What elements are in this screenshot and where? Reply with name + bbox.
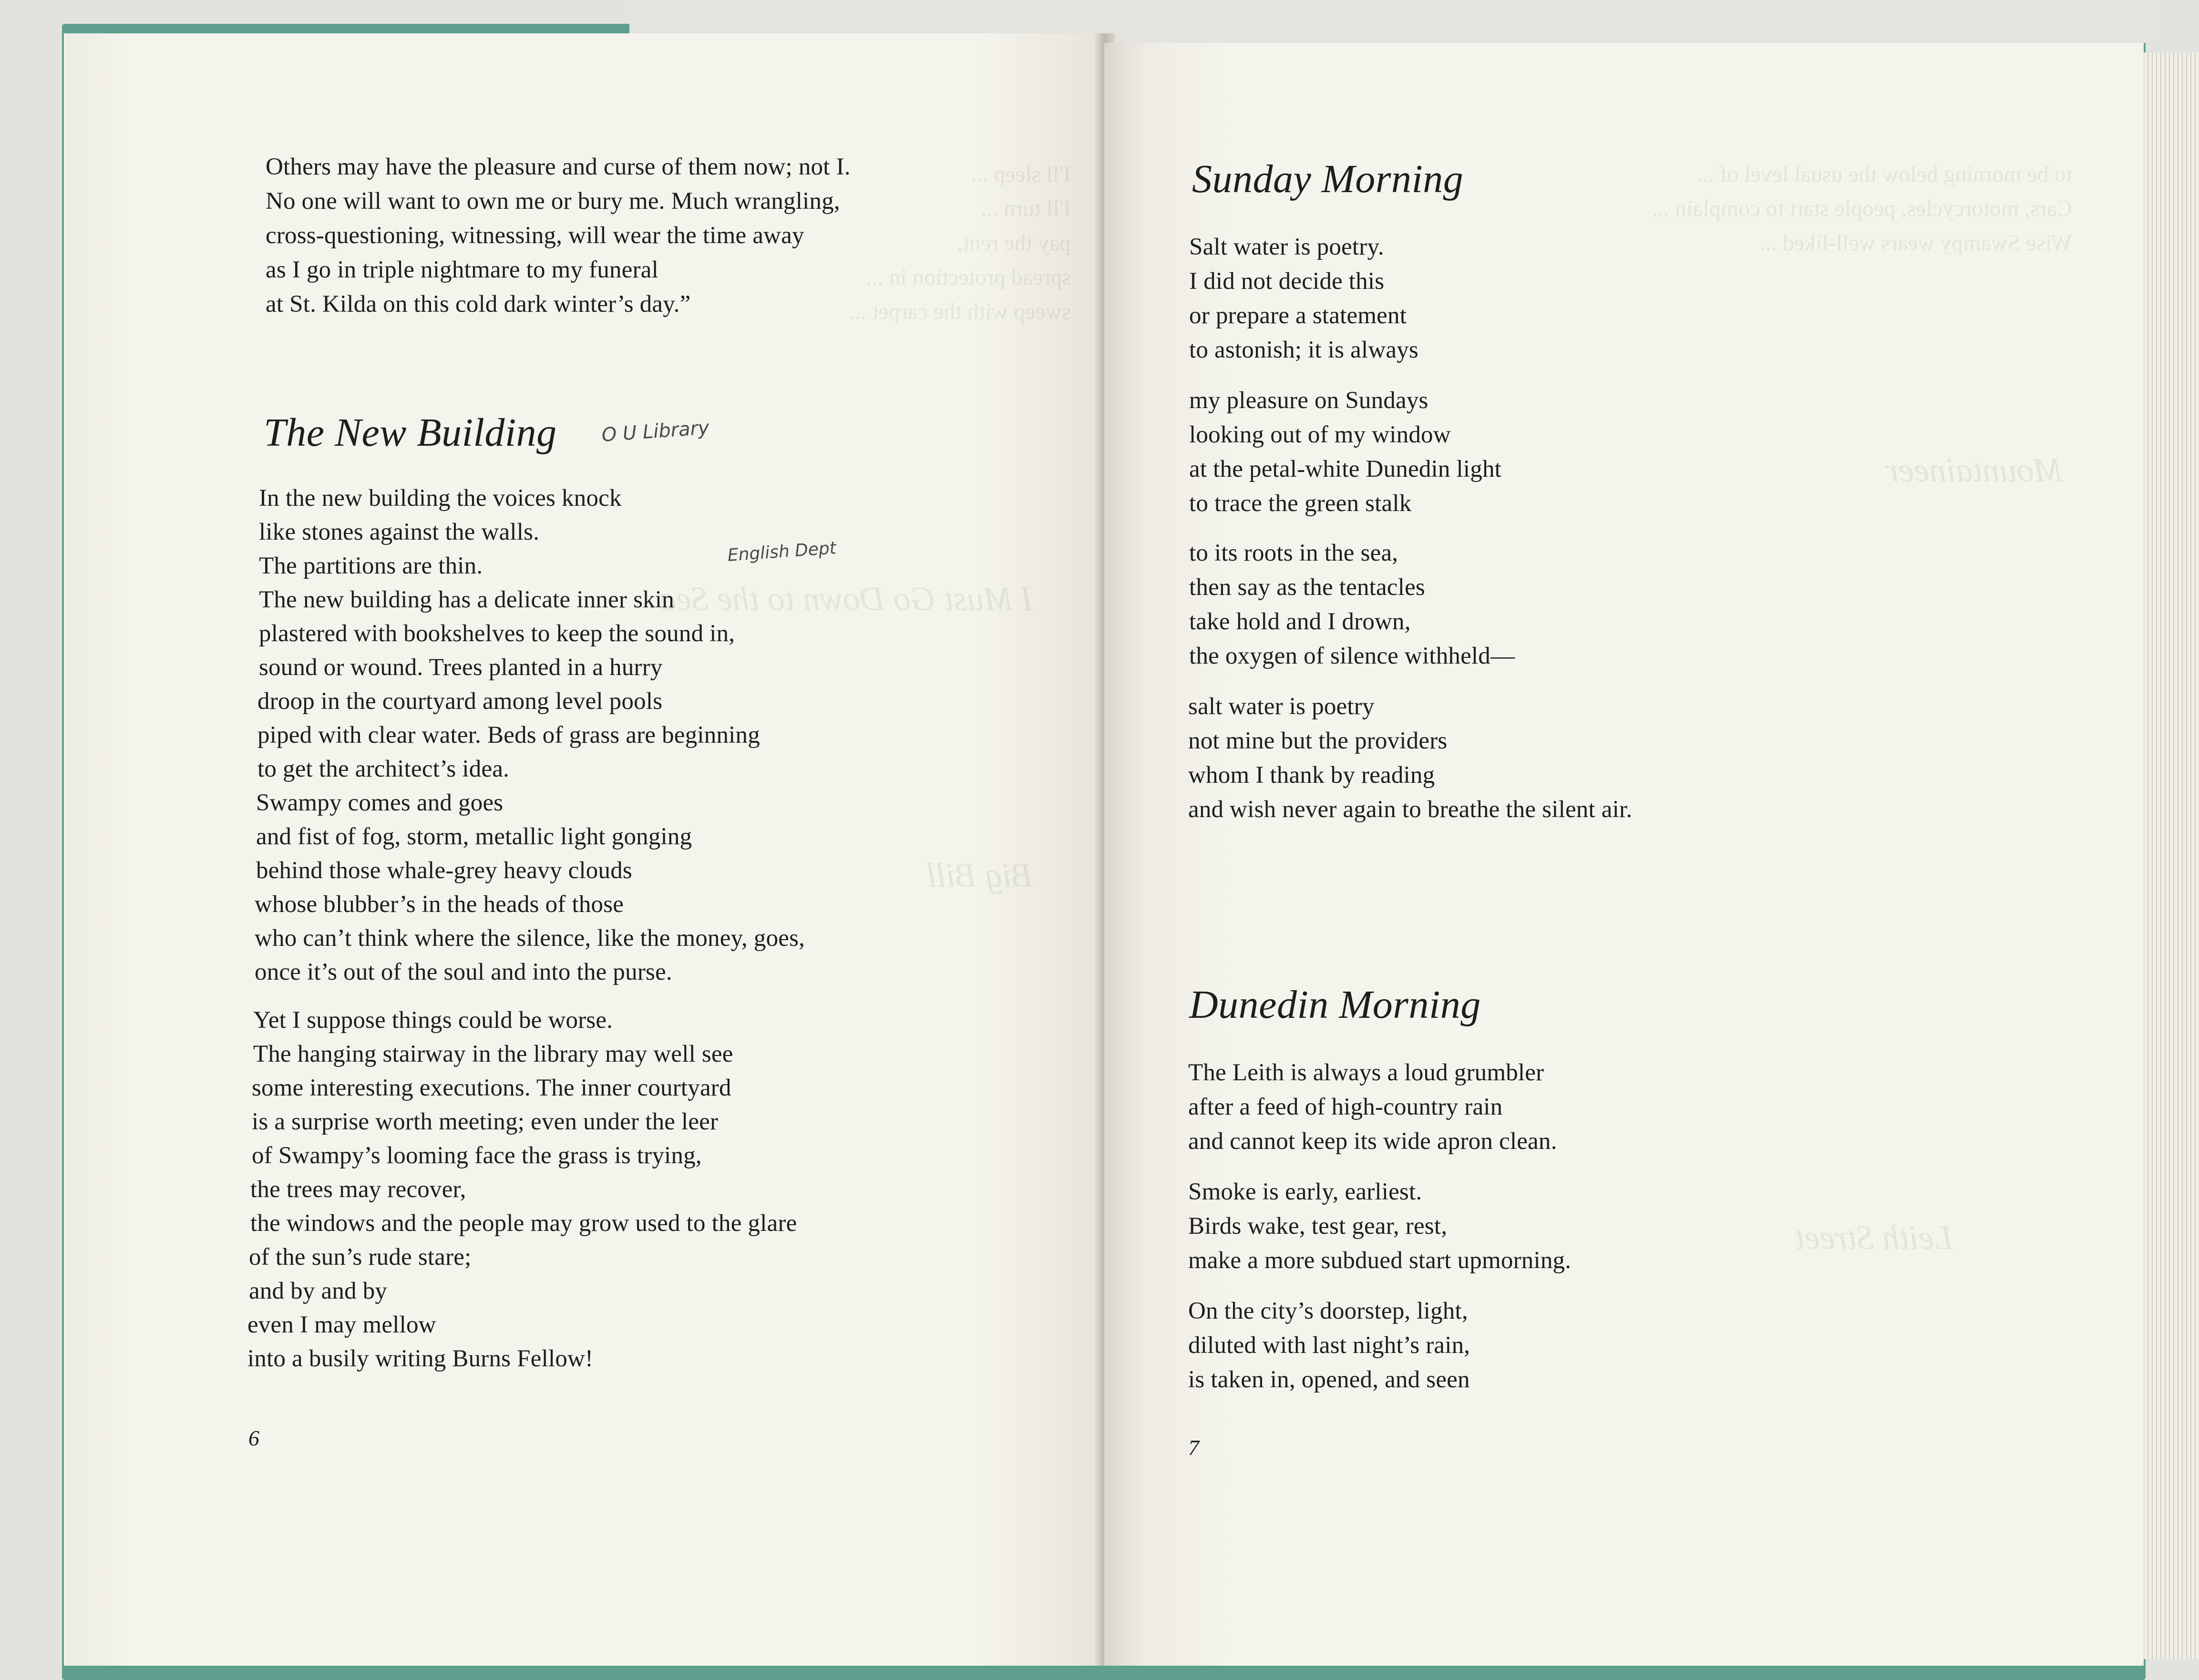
verse-line: cross-questioning, witnessing, will wear the time away <box>266 222 804 249</box>
verse-line: whose blubber’s in the heads of those <box>255 891 624 918</box>
verse-line: The new building has a delicate inner skin <box>259 586 674 613</box>
verse-line: is a surprise worth meeting; even under the leer <box>252 1108 719 1135</box>
verse-line: into a busily writing Burns Fellow! <box>247 1345 594 1372</box>
poem-title-dunedin-morning: Dunedin Morning <box>1189 983 1481 1027</box>
show-through-text: to be morning below the usual level of ... Cars, motorcycles, people start to complain ... Wise Swampy wears well-liked ... <box>1652 162 2072 256</box>
verse-line: some interesting executions. The inner courtyard <box>252 1075 731 1101</box>
verse-line: The hanging stairway in the library may well see <box>253 1041 733 1067</box>
verse-line: Salt water is poetry. <box>1189 234 1384 260</box>
verse-line: at St. Kilda on this cold dark winter’s day.” <box>266 291 691 318</box>
verse-line: the windows and the people may grow used to the glare <box>250 1210 797 1237</box>
verse-line: not mine but the providers <box>1188 727 1448 754</box>
verse-line: to trace the green stalk <box>1189 490 1412 517</box>
show-through-title-2: Leith Street <box>1795 1219 1953 1257</box>
verse-line: diluted with last night’s rain, <box>1188 1332 1470 1359</box>
page-number: 6 <box>248 1426 259 1450</box>
left-page <box>70 33 1104 1666</box>
verse-line: to its roots in the sea, <box>1189 540 1398 566</box>
verse-line: like stones against the walls. <box>259 519 540 545</box>
verse-line: make a more subdued start upmorning. <box>1188 1247 1572 1274</box>
verse-line: and wish never again to breathe the silent air. <box>1188 796 1633 823</box>
verse-line: and cannot keep its wide apron clean. <box>1188 1128 1557 1155</box>
verse-line: or prepare a statement <box>1189 302 1407 329</box>
verse-line: The partitions are thin. <box>259 553 483 579</box>
verse-line: of Swampy’s looming face the grass is trying, <box>252 1142 702 1169</box>
verse-line: looking out of my window <box>1189 421 1451 448</box>
verse-line: On the city’s doorstep, light, <box>1188 1298 1468 1324</box>
verse-line: Others may have the pleasure and curse of them now; not I. <box>266 154 851 180</box>
verse-line: droop in the courtyard among level pools <box>257 688 663 715</box>
handwritten-note-library: O U Library <box>601 417 710 446</box>
verse-line: salt water is poetry <box>1188 693 1375 720</box>
show-through-title: Mountaineer <box>1885 451 2063 489</box>
verse-line: even I may mellow <box>247 1311 436 1338</box>
verse-line: is taken in, opened, and seen <box>1188 1366 1470 1393</box>
verse-line: In the new building the voices knock <box>259 485 622 512</box>
verse-line: Yet I suppose things could be worse. <box>253 1007 613 1034</box>
verse-line: and by and by <box>249 1278 388 1304</box>
verse-line: whom I thank by reading <box>1188 762 1435 789</box>
verse-line: Birds wake, test gear, rest, <box>1188 1213 1448 1240</box>
verse-line: Swampy comes and goes <box>256 789 504 816</box>
show-through-title: I Must Go Down to the Sea <box>659 580 1033 618</box>
verse-line: The Leith is always a loud grumbler <box>1188 1059 1544 1086</box>
page-number: 7 <box>1188 1435 1199 1460</box>
verse-line: plastered with bookshelves to keep the sound in, <box>259 620 735 647</box>
verse-line: to astonish; it is always <box>1189 337 1418 363</box>
verse-line: the trees may recover, <box>250 1176 466 1203</box>
verse-line: Smoke is early, earliest. <box>1188 1178 1422 1205</box>
verse-line: at the petal-white Dunedin light <box>1189 456 1502 482</box>
right-page <box>1104 43 2144 1666</box>
verse-line: piped with clear water. Beds of grass are beginning <box>257 722 760 748</box>
handwritten-note-english-dept: English Dept <box>727 538 837 565</box>
verse-line: sound or wound. Trees planted in a hurry <box>259 654 663 681</box>
verse-line: after a feed of high-country rain <box>1188 1094 1503 1120</box>
verse-line: who can’t think where the silence, like the money, goes, <box>255 925 805 952</box>
verse-line: of the sun’s rude stare; <box>249 1244 472 1270</box>
verse-line: I did not decide this <box>1189 268 1385 295</box>
poem-title-sunday-morning: Sunday Morning <box>1192 157 1464 201</box>
verse-line: behind those whale-grey heavy clouds <box>256 857 632 884</box>
verse-line: then say as the tentacles <box>1189 574 1425 601</box>
verse-line: take hold and I drown, <box>1189 608 1411 635</box>
verse-line: to get the architect’s idea. <box>257 756 510 782</box>
verse-line: the oxygen of silence withheld— <box>1189 643 1515 669</box>
show-through-title-2: Big Bill <box>927 856 1033 894</box>
verse-line: once it’s out of the soul and into the purse. <box>255 959 672 985</box>
poem-title-new-building: The New Building <box>264 410 557 455</box>
show-through-text: I'll sleep ... I'll turn ... pay the rent, spread protection in ... sweep with the carpet ... <box>849 162 1071 324</box>
verse-line: as I go in triple nightmare to my funeral <box>266 256 658 283</box>
verse-line: my pleasure on Sundays <box>1189 387 1428 414</box>
verse-line: No one will want to own me or bury me. Much wrangling, <box>266 188 840 215</box>
verse-line: and fist of fog, storm, metallic light gonging <box>256 823 692 850</box>
